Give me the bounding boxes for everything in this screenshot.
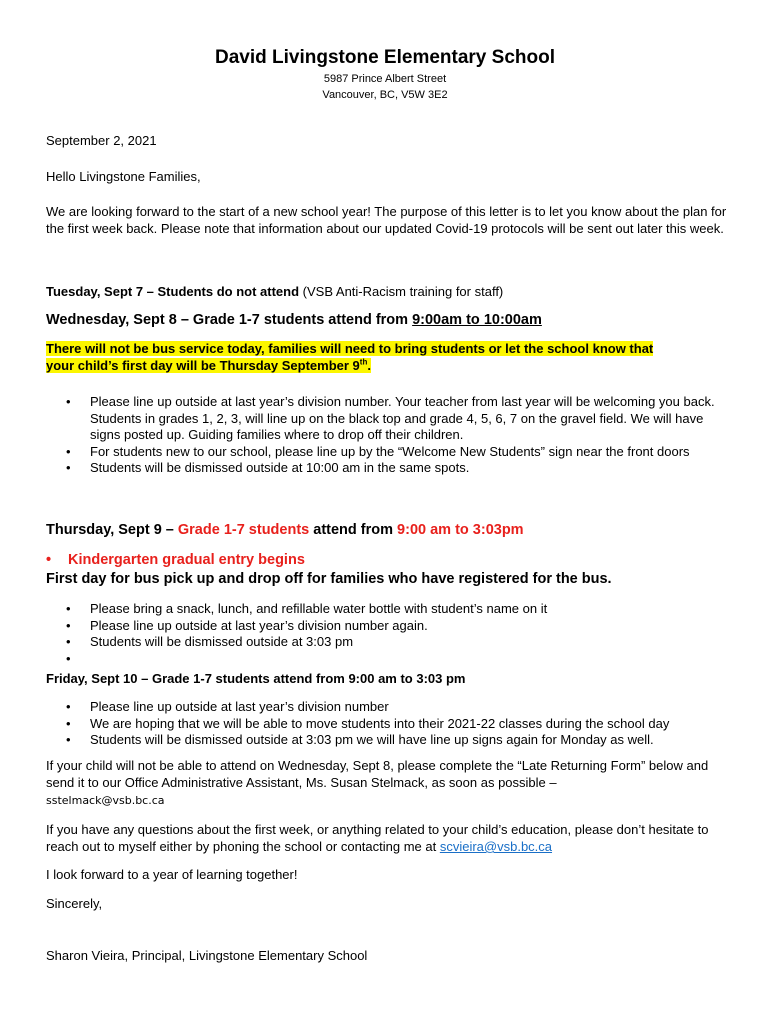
- wednesday-heading: [46, 312, 736, 329]
- sincerely: Sincerely,: [46, 896, 103, 911]
- questions-paragraph: [46, 821, 736, 855]
- bullet-icon: •: [66, 715, 71, 731]
- thursday-heading-grades: Grade 1-7 students: [177, 522, 310, 538]
- intro-paragraph: We are looking forward to the start of a new school year! The purpose of this letter is to let you know about the plan for the first week back. Please note that information about our updated Covid-19 protocols will be sent out later this week.: [46, 204, 727, 236]
- friday-bullet-2: We are hoping that we will be able to move students into their 2021-22 classes during the school day: [90, 715, 670, 731]
- tuesday-section: [46, 283, 736, 300]
- stelmack-email[interactable]: sstelmack@vsb.bc.ca: [46, 794, 165, 807]
- letter-date: September 2, 2021: [46, 133, 157, 148]
- bus-notice-line2-text: your child’s first day will be Thursday September 9: [46, 358, 360, 373]
- late-form-paragraph: [46, 757, 736, 809]
- list-item: [46, 444, 736, 461]
- bullet-icon: •: [66, 601, 71, 616]
- bullet-icon: •: [66, 460, 71, 475]
- bus-notice-end: .: [367, 358, 371, 373]
- tuesday-heading: Tuesday, Sept 7 – Students do not attend: [46, 284, 300, 299]
- friday-bullet-1: Please line up outside at last year’s division number: [90, 699, 389, 714]
- bus-notice: [46, 340, 736, 374]
- list-item: [46, 699, 736, 716]
- bus-line: First day for bus pick up and drop off for families who have registered for the bus.: [46, 571, 612, 587]
- list-item: [46, 618, 736, 635]
- thursday-heading-prefix: Thursday, Sept 9 –: [46, 522, 178, 538]
- bullet-icon: •: [46, 552, 52, 568]
- list-item: [46, 394, 736, 444]
- list-item: [46, 460, 736, 477]
- school-city: Vancouver, BC, V5W 3E2: [322, 89, 448, 101]
- wednesday-bullet-list: [46, 394, 736, 477]
- thursday-bullet-4: [90, 651, 94, 666]
- bus-notice-sup: th: [359, 357, 368, 367]
- late-form-text: If your child will not be able to attend on Wednesday, Sept 8, please complete the “Late Returning Form” below and send it to our Office Administrative Assistant, Ms. Susan Stelmack, as soon as possible –: [46, 758, 709, 790]
- wednesday-heading-prefix: Wednesday, Sept 8 – Grade 1-7 students attend from: [46, 312, 413, 328]
- kindergarten-text: Kindergarten gradual entry begins: [68, 552, 305, 568]
- wednesday-bullet-3: Students will be dismissed outside at 10:00 am in the same spots.: [90, 460, 470, 475]
- school-street: 5987 Prince Albert Street: [323, 73, 447, 85]
- vieira-email-link[interactable]: scvieira@vsb.bc.ca: [439, 839, 553, 854]
- thursday-bullet-2: Please line up outside at last year’s division number again.: [90, 617, 428, 633]
- questions-text: If you have any questions about the first week, or anything related to your child’s education, please don’t hesitate to reach out to myself either by phoning the school or contacting me at: [46, 822, 709, 854]
- wednesday-bullet-1: Please line up outside at last year’s division number. Your teacher from last year will be welcoming you back. Students in grades 1, 2, 3, will line up on the black top and grade 4, 5, 6, 7 on the gravel field. We will have signs posted up. Guiding families where to drop off their children.: [90, 394, 715, 442]
- friday-bullet-3: Students will be dismissed outside at 3:03 pm we will have line up signs again for Monday as well.: [90, 732, 654, 747]
- bus-notice-line2: [46, 358, 371, 373]
- signature: Sharon Vieira, Principal, Livingstone Elementary School: [46, 948, 368, 963]
- friday-bullet-list: [46, 699, 736, 749]
- kindergarten-item: [46, 552, 736, 569]
- bullet-icon: •: [66, 394, 71, 409]
- bullet-icon: •: [66, 634, 71, 649]
- bullet-icon: •: [66, 443, 71, 459]
- thursday-bullet-list: [46, 601, 736, 667]
- list-item: [46, 601, 736, 618]
- closing-line: I look forward to a year of learning together!: [46, 867, 298, 882]
- wednesday-bullet-2: For students new to our school, please line up by the “Welcome New Students” sign near the front doors: [90, 443, 690, 459]
- greeting: Hello Livingstone Families,: [46, 169, 201, 184]
- thursday-heading-time: 9:00 am to 3:03pm: [397, 522, 524, 538]
- bullet-icon: •: [66, 732, 71, 747]
- bullet-icon: •: [66, 650, 71, 666]
- list-item: [46, 716, 736, 733]
- friday-heading: Friday, Sept 10 – Grade 1-7 students attend from 9:00 am to 3:03 pm: [46, 671, 466, 686]
- list-item: [46, 732, 736, 749]
- bullet-icon: •: [66, 617, 71, 633]
- thursday-heading-mid: attend from: [309, 522, 398, 538]
- thursday-bullet-3: Students will be dismissed outside at 3:03 pm: [90, 634, 354, 649]
- thursday-bullet-1: Please bring a snack, lunch, and refillable water bottle with student’s name on it: [90, 601, 548, 616]
- bus-notice-line1: There will not be bus service today, families will need to bring students or let the school know that: [46, 341, 654, 356]
- thursday-heading: [46, 522, 736, 539]
- list-item: [46, 651, 736, 668]
- tuesday-note: (VSB Anti-Racism training for staff): [299, 284, 504, 299]
- list-item: [46, 634, 736, 651]
- bullet-icon: •: [66, 699, 71, 714]
- wednesday-heading-time: 9:00am to 10:00am: [412, 312, 542, 328]
- school-name-title: David Livingstone Elementary School: [215, 47, 555, 68]
